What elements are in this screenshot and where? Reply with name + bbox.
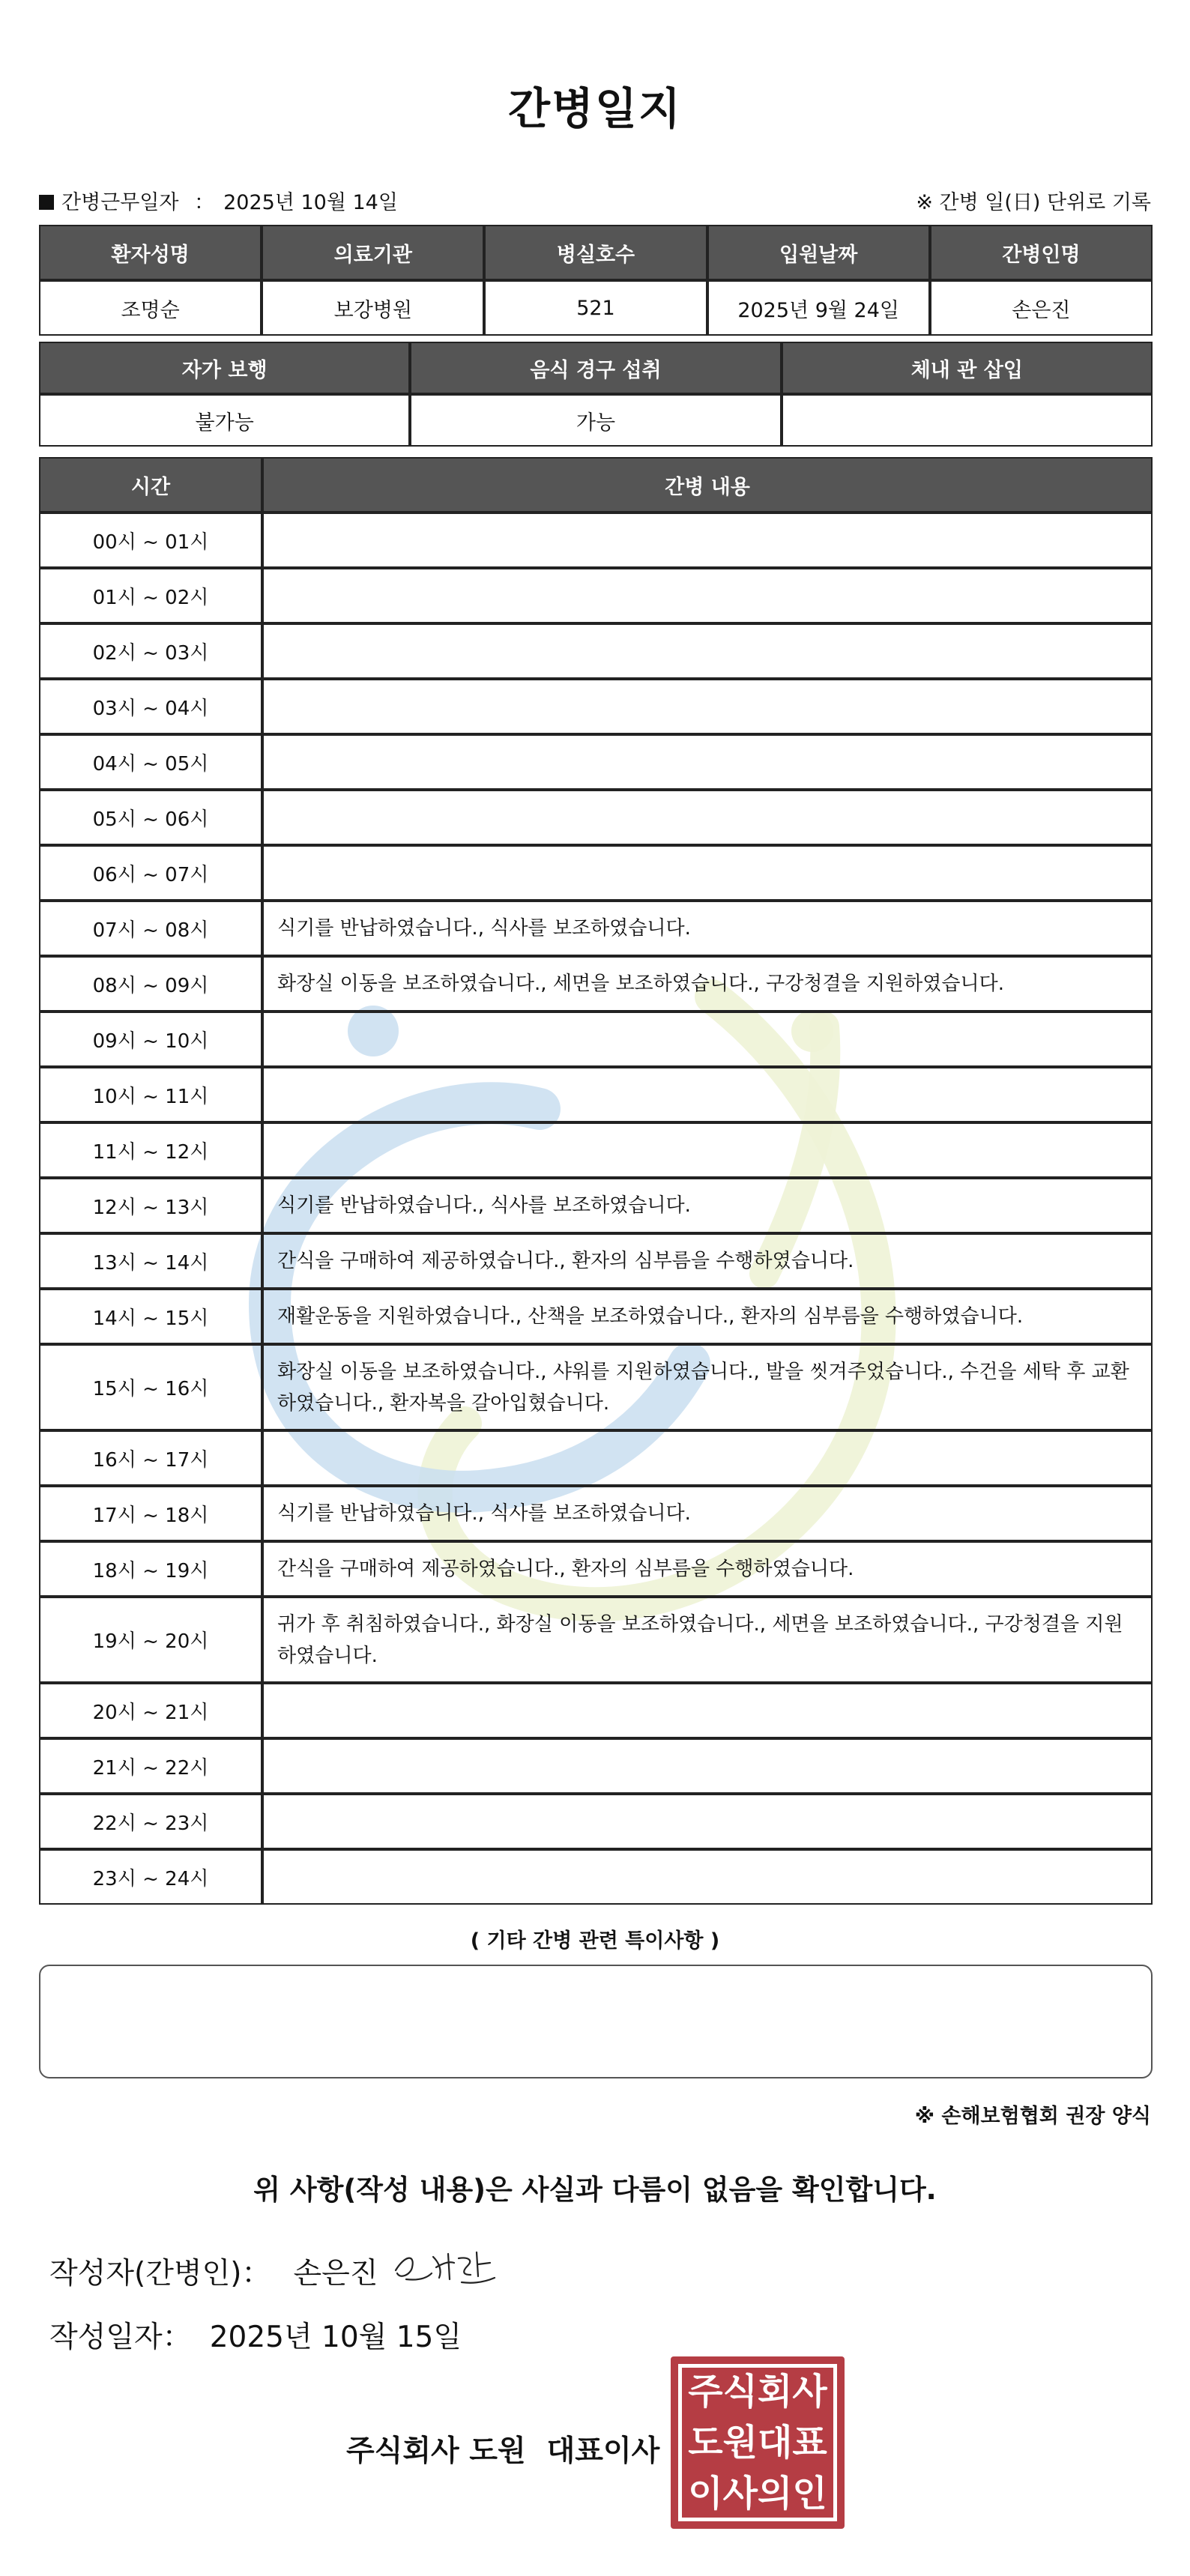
care-content: 화장실 이동을 보조하였습니다., 세면을 보조하였습니다., 구강청결을 지원하였습니다. bbox=[262, 956, 1153, 1012]
care-content bbox=[262, 513, 1153, 568]
table-row bbox=[39, 1794, 1153, 1849]
date-line bbox=[49, 2314, 462, 2356]
patient-status-table bbox=[39, 342, 1153, 447]
care-content bbox=[262, 1738, 1153, 1794]
seal-text-line: 도원대표 bbox=[688, 2422, 827, 2464]
table-row bbox=[39, 1178, 1153, 1233]
date-label: 작성일자： bbox=[49, 2320, 192, 2354]
author-line bbox=[49, 2250, 378, 2292]
time-slot: 03시 ~ 04시 bbox=[39, 679, 262, 734]
header-patient-name: 환자성명 bbox=[39, 225, 262, 280]
care-content bbox=[262, 1067, 1153, 1122]
care-content: 화장실 이동을 보조하였습니다., 샤워를 지원하였습니다., 발을 씻겨주었습니다., 수건을 세탁 후 교환하였습니다., 환자복을 갈아입혔습니다. bbox=[262, 1344, 1153, 1430]
time-slot: 04시 ~ 05시 bbox=[39, 734, 262, 790]
time-slot: 20시 ~ 21시 bbox=[39, 1683, 262, 1738]
work-date-label: 간병근무일자 bbox=[61, 191, 179, 214]
table-row bbox=[39, 513, 1153, 568]
care-content bbox=[262, 1794, 1153, 1849]
table-row bbox=[39, 1541, 1153, 1597]
admission-date: 2025년 9월 24일 bbox=[707, 280, 930, 336]
header-oral-intake: 음식 경구 섭취 bbox=[410, 342, 781, 394]
table-row bbox=[39, 1067, 1153, 1122]
table-row bbox=[39, 734, 1153, 790]
seal-text-line: 주식회사 bbox=[688, 2371, 827, 2413]
time-slot: 00시 ~ 01시 bbox=[39, 513, 262, 568]
work-date-value: 2025년 10월 14일 bbox=[223, 191, 398, 214]
table-row bbox=[39, 623, 1153, 679]
header-self-walking: 자가 보행 bbox=[39, 342, 410, 394]
time-slot: 01시 ~ 02시 bbox=[39, 568, 262, 623]
work-date bbox=[39, 186, 398, 215]
care-content bbox=[262, 568, 1153, 623]
table-row bbox=[39, 568, 1153, 623]
representative-title: 대표이사 bbox=[546, 2434, 660, 2468]
status-header-row bbox=[39, 342, 1153, 394]
header-hospital: 의료기관 bbox=[262, 225, 484, 280]
notes-box bbox=[39, 1965, 1153, 2078]
date-value: 2025년 10월 15일 bbox=[209, 2320, 462, 2354]
time-slot: 06시 ~ 07시 bbox=[39, 845, 262, 901]
table-row bbox=[39, 1738, 1153, 1794]
oral-intake-value: 가능 bbox=[410, 394, 781, 447]
table-row bbox=[39, 1683, 1153, 1738]
header-room-number: 병실호수 bbox=[484, 225, 707, 280]
form-note: ※ 손해보험협회 권장 양식 bbox=[914, 2105, 1151, 2128]
author-label: 작성자(간병인)： bbox=[49, 2257, 271, 2291]
table-row bbox=[39, 1233, 1153, 1289]
table-row bbox=[39, 1597, 1153, 1683]
handwritten-signature bbox=[390, 2240, 502, 2293]
care-content bbox=[262, 1683, 1153, 1738]
table-row bbox=[39, 901, 1153, 956]
time-slot: 19시 ~ 20시 bbox=[39, 1597, 262, 1683]
time-slot: 11시 ~ 12시 bbox=[39, 1122, 262, 1178]
time-slot: 12시 ~ 13시 bbox=[39, 1178, 262, 1233]
header-time: 시간 bbox=[39, 457, 262, 513]
status-value-row bbox=[39, 394, 1153, 447]
table-row bbox=[39, 1289, 1153, 1344]
time-slot: 23시 ~ 24시 bbox=[39, 1849, 262, 1905]
confirmation-statement: 위 사항(작성 내용)은 사실과 다름이 없음을 확인합니다. bbox=[253, 2174, 937, 2206]
hospital-name: 보강병원 bbox=[262, 280, 484, 336]
care-content bbox=[262, 845, 1153, 901]
time-slot: 05시 ~ 06시 bbox=[39, 790, 262, 845]
table-row bbox=[39, 679, 1153, 734]
patient-info-header-row bbox=[39, 225, 1153, 280]
square-bullet-icon bbox=[39, 195, 54, 210]
care-content: 귀가 후 취침하였습니다., 화장실 이동을 보조하였습니다., 세면을 보조하였습니다., 구강청결을 지원하였습니다. bbox=[262, 1597, 1153, 1683]
care-content bbox=[262, 1012, 1153, 1067]
time-slot: 07시 ~ 08시 bbox=[39, 901, 262, 956]
time-slot: 16시 ~ 17시 bbox=[39, 1430, 262, 1486]
tube-insertion-value bbox=[782, 394, 1153, 447]
care-content bbox=[262, 790, 1153, 845]
table-row bbox=[39, 1486, 1153, 1541]
patient-info-table bbox=[39, 225, 1153, 336]
time-slot: 14시 ~ 15시 bbox=[39, 1289, 262, 1344]
table-row bbox=[39, 845, 1153, 901]
notes-title: ( 기타 간병 관련 특이사항 ) bbox=[470, 1929, 720, 1953]
work-date-sep: ： bbox=[194, 191, 215, 214]
page-title: 간병일지 bbox=[507, 83, 683, 134]
company-line bbox=[346, 2428, 659, 2470]
care-content bbox=[262, 1122, 1153, 1178]
header-care-content: 간병 내용 bbox=[262, 457, 1153, 513]
company-seal-stamp bbox=[671, 2356, 845, 2529]
time-slot: 09시 ~ 10시 bbox=[39, 1012, 262, 1067]
author-name: 손은진 bbox=[293, 2257, 378, 2291]
care-content: 재활운동을 지원하였습니다., 산책을 보조하였습니다., 환자의 심부름을 수행하였습니다. bbox=[262, 1289, 1153, 1344]
time-slot: 17시 ~ 18시 bbox=[39, 1486, 262, 1541]
care-content bbox=[262, 679, 1153, 734]
care-content: 간식을 구매하여 제공하였습니다., 환자의 심부름을 수행하였습니다. bbox=[262, 1541, 1153, 1597]
care-log-table bbox=[39, 457, 1153, 1905]
time-slot: 18시 ~ 19시 bbox=[39, 1541, 262, 1597]
self-walking-value: 불가능 bbox=[39, 394, 410, 447]
table-row bbox=[39, 790, 1153, 845]
table-row bbox=[39, 1122, 1153, 1178]
table-row bbox=[39, 1344, 1153, 1430]
caregiver-name: 손은진 bbox=[930, 280, 1153, 336]
care-content bbox=[262, 1430, 1153, 1486]
table-row bbox=[39, 1430, 1153, 1486]
time-slot: 21시 ~ 22시 bbox=[39, 1738, 262, 1794]
header-admission-date: 입원날짜 bbox=[707, 225, 930, 280]
company-name: 주식회사 도원 bbox=[346, 2434, 526, 2468]
patient-name: 조명순 bbox=[39, 280, 262, 336]
table-row bbox=[39, 956, 1153, 1012]
care-content bbox=[262, 623, 1153, 679]
table-row bbox=[39, 1849, 1153, 1905]
time-slot: 02시 ~ 03시 bbox=[39, 623, 262, 679]
room-number: 521 bbox=[484, 280, 707, 336]
care-content: 식기를 반납하였습니다., 식사를 보조하였습니다. bbox=[262, 1486, 1153, 1541]
care-content: 식기를 반납하였습니다., 식사를 보조하였습니다. bbox=[262, 1178, 1153, 1233]
time-slot: 10시 ~ 11시 bbox=[39, 1067, 262, 1122]
header-tube-insertion: 체내 관 삽입 bbox=[782, 342, 1153, 394]
care-content: 간식을 구매하여 제공하였습니다., 환자의 심부름을 수행하였습니다. bbox=[262, 1233, 1153, 1289]
patient-info-value-row bbox=[39, 280, 1153, 336]
time-slot: 15시 ~ 16시 bbox=[39, 1344, 262, 1430]
time-slot: 08시 ~ 09시 bbox=[39, 956, 262, 1012]
care-content: 식기를 반납하였습니다., 식사를 보조하였습니다. bbox=[262, 901, 1153, 956]
care-content bbox=[262, 734, 1153, 790]
header-caregiver-name: 간병인명 bbox=[930, 225, 1153, 280]
seal-text-line: 이사의인 bbox=[688, 2473, 827, 2515]
care-log-header-row bbox=[39, 457, 1153, 513]
time-slot: 13시 ~ 14시 bbox=[39, 1233, 262, 1289]
time-slot: 22시 ~ 23시 bbox=[39, 1794, 262, 1849]
unit-note: ※ 간병 일(日) 단위로 기록 bbox=[916, 191, 1151, 214]
care-content bbox=[262, 1849, 1153, 1905]
table-row bbox=[39, 1012, 1153, 1067]
